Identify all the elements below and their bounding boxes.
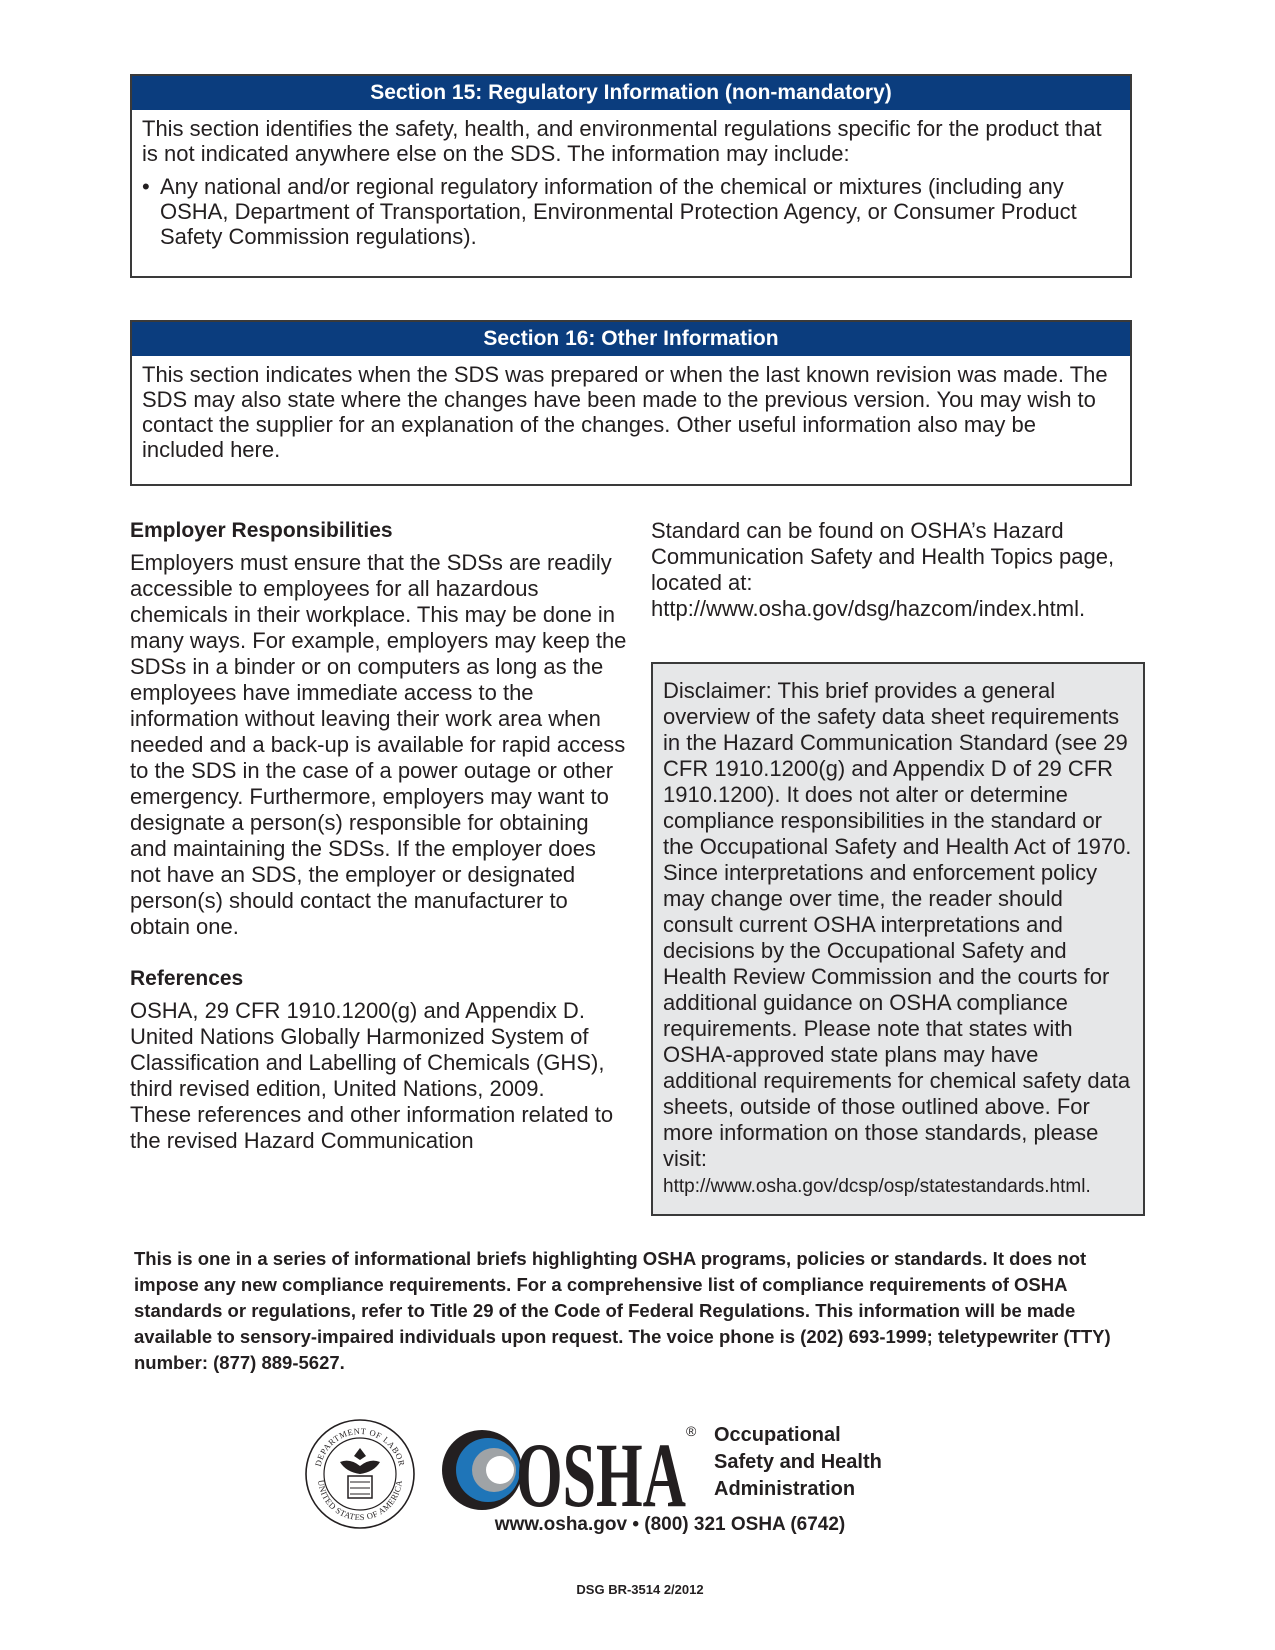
org-line-1: Occupational	[714, 1424, 841, 1446]
references-heading: References	[130, 967, 244, 990]
disclaimer-text: Disclaimer: This brief provides a general overview of the safety data sheet requirements in the Hazard Communication Standard (see 29 CFR 1910.1200(g) and Appendix D of 29 CFR 1910.1200). It does not alter or determine compliance responsibilities in the standard or the Occupational Safety and Health Act of 1970. Since interpretations and enforcement policy may change over time, the reader should consult current OSHA interpretations and decisions by the Occupational Safety and Health Review Commission and the courts for additional guidance on OSHA compliance requirements. Please note that states with OSHA-approved state plans may have additional requirements for chemical safety data sheets, outside of those outlined above. For more information on those standards, please visit:	[663, 678, 1132, 1171]
contact-line: www.osha.gov • (800) 321 OSHA (6742)	[494, 1514, 846, 1535]
seal-top-text: DEPARTMENT OF LABOR	[312, 1425, 408, 1468]
org-name	[714, 1422, 882, 1503]
section-16-text: This section indicates when the SDS was prepared or when the last known revision was made. The SDS may also state where the changes have been made to the previous version. You may wish to contact the supplier for an explanation of the changes. Other useful information also may be included here.	[142, 362, 1108, 462]
section-16-body	[132, 356, 1130, 462]
disclaimer-box	[651, 662, 1145, 1216]
org-line-3: Administration	[714, 1478, 856, 1500]
section-15-bullet: Any national and/or regional regulatory information of the chemical or mixtures (including any OSHA, Department of Transportation, Environmental Protection Agency, or Consumer Product Safety Commission regulations).	[160, 174, 1077, 249]
right-column	[651, 518, 1141, 622]
svg-text:UNITED STATES OF AMERICA	[316, 1479, 404, 1522]
logo-letters: OSHA	[516, 1424, 686, 1516]
section-15-box	[130, 74, 1132, 278]
section-16-box	[130, 320, 1132, 486]
section-15-body	[132, 110, 1130, 249]
org-line-2: Safety and Health	[714, 1451, 882, 1473]
employer-body: Employers must ensure that the SDSs are readily accessible to employees for all hazardous chemicals in their workplace. This may be done in many ways. For example, employers may keep the SDSs in a binder or on computers as long as the employees have immediate access to the information without leaving their work area when needed and a back-up is available for rapid access to the SDS in the case of a power outage or other emergency. Furthermore, employers may want to designate a person(s) responsible for obtaining and maintaining the SDSs. If the employer does not have an SDS, the employer or designated person(s) should contact the manufacturer to obtain one.	[130, 550, 627, 939]
dol-seal-icon	[304, 1418, 416, 1530]
section-15-intro: This section identifies the safety, health, and environmental regulations specific for the product that is not indicated anywhere else on the SDS. The information may include:	[142, 116, 1102, 166]
registered-mark: ®	[686, 1423, 697, 1439]
seal-bottom-text: UNITED STATES OF AMERICA	[315, 1479, 405, 1523]
section-16-title: Section 16: Other Information	[132, 322, 1130, 356]
document-code: DSG BR-3514 2/2012	[576, 1582, 704, 1597]
reference-item: These references and other information related to the revised Hazard Communication	[130, 1102, 614, 1153]
employer-heading: Employer Responsibilities	[130, 519, 393, 542]
list-item	[142, 174, 1120, 249]
footer-note: This is one in a series of informational briefs highlighting OSHA programs, policies or standards. It does not impose any new compliance requirements. For a comprehensive list of compliance requirements of OSHA standards or regulations, refer to Title 29 of the Code of Federal Regulations. This information will be made available to sensory-impaired individuals upon request. The voice phone is (202) 693-1999; teletypewriter (TTY) number: (877) 889-5627.	[134, 1248, 1111, 1373]
section-15-title: Section 15: Regulatory Information (non-mandatory)	[132, 76, 1130, 110]
bullet-icon: •	[142, 174, 150, 199]
left-column	[130, 518, 630, 1154]
reference-item: United Nations Globally Harmonized System of Classification and Labelling of Chemicals (GHS), third revised edition, United Nations, 2009.	[130, 1024, 605, 1101]
state-standards-link[interactable]: http://www.osha.gov/dcsp/osp/statestandards.html.	[663, 1176, 1091, 1197]
reference-item: OSHA, 29 CFR 1910.1200(g) and Appendix D.	[130, 998, 585, 1023]
hazcom-link[interactable]: http://www.osha.gov/dsg/hazcom/index.html.	[651, 596, 1086, 621]
references-continued: Standard can be found on OSHA’s Hazard Communication Safety and Health Topics page, located at:	[651, 518, 1115, 595]
osha-logo-icon	[440, 1420, 700, 1516]
